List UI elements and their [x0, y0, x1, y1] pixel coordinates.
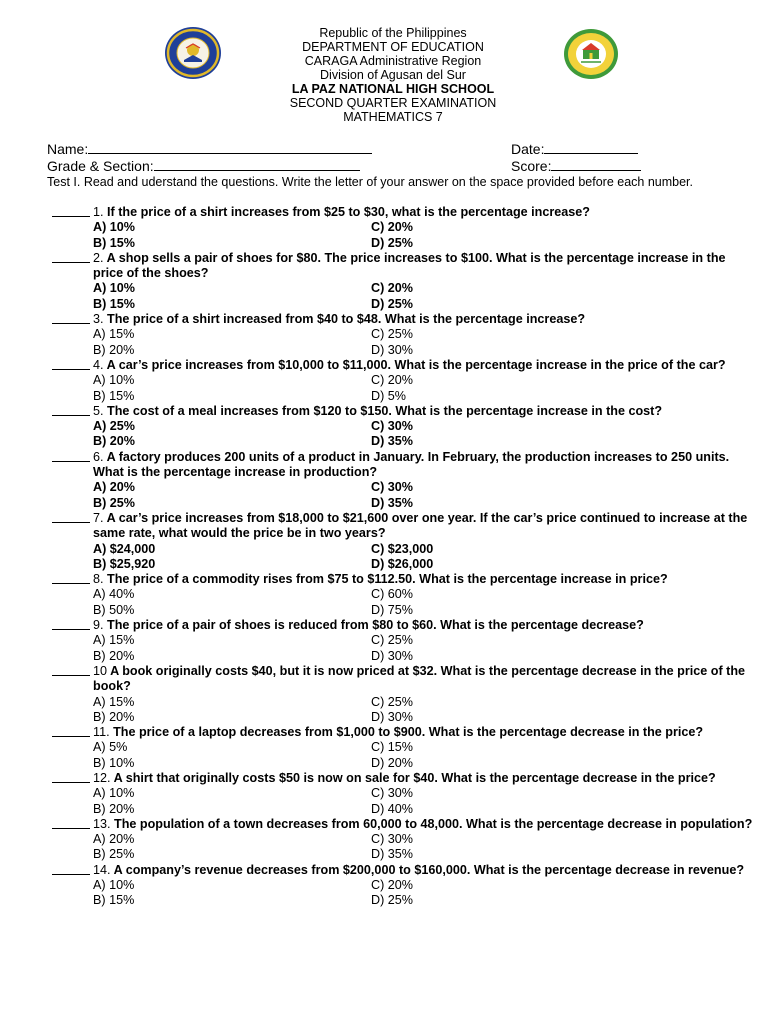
question-text: The price of a shirt increased from $40 to $48. What is the percentage increase?: [107, 312, 586, 327]
test-instructions: Test I. Read and uderstand the questions. Write the letter of your answer on the space provided before each number.: [47, 175, 693, 189]
answer-line[interactable]: [52, 572, 90, 584]
choice-a: A) 20%: [93, 480, 135, 495]
choice-a: A) 15%: [93, 633, 135, 648]
answer-line[interactable]: [52, 771, 90, 783]
question-item: [52, 817, 753, 863]
answer-line[interactable]: [52, 404, 90, 416]
choice-grid: [93, 695, 753, 726]
answer-blank[interactable]: [52, 358, 90, 374]
answer-line[interactable]: [52, 312, 90, 324]
choice-b: B) 20%: [93, 801, 135, 816]
question-stem: [93, 205, 753, 220]
header-department: DEPARTMENT OF EDUCATION: [302, 40, 484, 54]
choice-b: B) 10%: [93, 755, 135, 770]
header-region: CARAGA Administrative Region: [304, 54, 482, 68]
choice-grid: [93, 373, 753, 404]
question-number: 12.: [93, 770, 111, 785]
choice-c: C) 20%: [371, 878, 413, 893]
answer-line[interactable]: [52, 618, 90, 630]
question-list: [0, 205, 768, 909]
choice-d: D) 30%: [371, 709, 413, 724]
choice-c: C) 20%: [371, 373, 413, 388]
deped-seal-icon: [164, 26, 222, 80]
question-text: A factory produces 200 units of a product in January. In February, the production increases to 250 units. What is the percentage increase in production?: [93, 449, 730, 480]
choice-d: D) 30%: [371, 342, 413, 357]
answer-line[interactable]: [52, 664, 90, 676]
choice-c: C) 30%: [371, 786, 413, 801]
choice-c: C) 60%: [371, 587, 413, 602]
choice-grid: [93, 327, 753, 358]
choice-a: A) 15%: [93, 327, 135, 342]
choice-a: A) 15%: [93, 694, 135, 709]
choice-b: B) 20%: [93, 434, 135, 449]
question-item: [52, 312, 753, 358]
question-text: A shop sells a pair of shoes for $80. The price increases to $100. What is the percentage increase in the price of the shoes?: [93, 250, 726, 281]
choice-d: D) 25%: [371, 893, 413, 908]
choice-d: D) 20%: [371, 755, 413, 770]
question-text: The cost of a meal increases from $120 to $150. What is the percentage increase in the cost?: [107, 403, 663, 418]
answer-line[interactable]: [52, 725, 90, 737]
question-stem: [93, 725, 753, 740]
question-text: A car’s price increases from $18,000 to $21,600 over one year. If the car’s price continued to increase at the same rate, what would the price be in two years?: [93, 510, 748, 541]
choice-d: D) 35%: [371, 434, 413, 449]
question-number: 8.: [93, 572, 104, 587]
answer-line[interactable]: [52, 817, 90, 829]
header-subject: MATHEMATICS 7: [343, 110, 443, 124]
question-text: The price of a commodity rises from $75 to $112.50. What is the percentage increase in price?: [107, 572, 668, 587]
choice-c: C) $23,000: [371, 541, 434, 556]
question-item: [52, 771, 753, 817]
choice-d: D) $26,000: [371, 556, 434, 571]
answer-blank[interactable]: [52, 572, 90, 588]
answer-blank[interactable]: [52, 618, 90, 634]
choice-grid: [93, 740, 753, 771]
choice-a: A) 10%: [93, 220, 135, 235]
choice-a: A) 10%: [93, 786, 135, 801]
choice-b: B) 20%: [93, 709, 135, 724]
choice-grid: [93, 786, 753, 817]
choice-c: C) 20%: [371, 281, 413, 296]
question-text: If the price of a shirt increases from $25 to $30, what is the percentage increase?: [107, 205, 590, 219]
answer-blank[interactable]: [52, 511, 90, 527]
date-label: Date:: [511, 141, 545, 157]
question-number: 9.: [93, 618, 104, 633]
choice-d: D) 75%: [371, 602, 413, 617]
choice-a: A) 10%: [93, 373, 135, 388]
choice-a: A) 20%: [93, 832, 135, 847]
choice-c: C) 25%: [371, 633, 413, 648]
question-item: [52, 664, 753, 725]
choice-b: B) 50%: [93, 602, 135, 617]
header-school: LA PAZ NATIONAL HIGH SCHOOL: [291, 82, 495, 96]
question-item: [52, 251, 753, 312]
answer-blank[interactable]: [52, 450, 90, 466]
choice-c: C) 30%: [371, 419, 413, 434]
choice-a: A) 5%: [93, 740, 128, 755]
choice-grid: [93, 419, 753, 450]
choice-b: B) 20%: [93, 342, 135, 357]
choice-grid: [93, 542, 753, 573]
question-item: [52, 404, 753, 450]
choice-grid: [93, 587, 753, 618]
grade-section-label: Grade & Section:: [47, 158, 154, 174]
question-number: 7.: [93, 510, 104, 525]
answer-blank[interactable]: [52, 404, 90, 420]
question-number: 14.: [93, 862, 111, 877]
answer-line[interactable]: [52, 358, 90, 370]
question-number: 13.: [93, 816, 111, 831]
choice-b: B) 15%: [93, 296, 135, 311]
question-stem: [93, 450, 753, 481]
question-item: [52, 572, 753, 618]
question-number: 6.: [93, 449, 104, 464]
answer-line[interactable]: [52, 251, 90, 263]
answer-blank[interactable]: [52, 817, 90, 833]
choice-a: A) $24,000: [93, 541, 156, 556]
date-field[interactable]: [544, 141, 638, 154]
answer-line[interactable]: [52, 450, 90, 462]
choice-grid: [93, 480, 753, 511]
question-number: 11.: [93, 725, 110, 740]
header-division: Division of Agusan del Sur: [320, 68, 466, 82]
question-stem: [93, 404, 753, 419]
answer-line[interactable]: [52, 863, 90, 875]
question-number: 3.: [93, 312, 104, 327]
question-number: 5.: [93, 403, 104, 418]
name-date-row: [47, 141, 747, 157]
question-stem: [93, 312, 753, 327]
choice-b: B) 20%: [93, 648, 135, 663]
answer-blank[interactable]: [52, 725, 90, 741]
choice-a: A) 10%: [93, 281, 135, 296]
choice-b: B) 25%: [93, 495, 135, 510]
question-text: A shirt that originally costs $50 is now on sale for $40. What is the percentage decrease in the price?: [113, 770, 716, 785]
question-text: The price of a pair of shoes is reduced from $80 to $60. What is the percentage decrease?: [107, 618, 644, 633]
name-field[interactable]: [88, 141, 372, 154]
question-stem: [93, 664, 753, 695]
choice-c: C) 30%: [371, 832, 413, 847]
question-number: 10: [93, 663, 108, 678]
choice-grid: [93, 281, 753, 312]
choice-c: C) 25%: [371, 694, 413, 709]
school-seal-icon: [563, 28, 619, 80]
answer-line[interactable]: [52, 511, 90, 523]
answer-blank[interactable]: [52, 251, 90, 267]
question-text: A book originally costs $40, but it is now priced at $32. What is the percentage decrease in the price of the book?: [93, 663, 746, 694]
question-item: [52, 725, 753, 771]
question-stem: [93, 511, 753, 542]
question-stem: [93, 863, 753, 878]
answer-blank[interactable]: [52, 863, 90, 879]
question-number: 4.: [93, 357, 104, 372]
name-label: Name:: [47, 141, 89, 157]
choice-b: B) $25,920: [93, 556, 156, 571]
choice-d: D) 5%: [371, 388, 406, 403]
question-stem: [93, 771, 753, 786]
header-exam: SECOND QUARTER EXAMINATION: [289, 96, 497, 110]
choice-grid: [93, 220, 753, 251]
question-text: The price of a laptop decreases from $1,000 to $900. What is the percentage decrease in the price?: [113, 725, 704, 740]
question-number: 1.: [93, 205, 104, 219]
choice-d: D) 35%: [371, 495, 413, 510]
question-item: [52, 358, 753, 404]
question-text: A company’s revenue decreases from $200,000 to $160,000. What is the percentage decrease in revenue?: [113, 862, 745, 877]
answer-blank[interactable]: [52, 312, 90, 328]
choice-d: D) 25%: [371, 235, 413, 250]
answer-blank[interactable]: [52, 205, 90, 221]
choice-b: B) 15%: [93, 235, 135, 250]
score-label: Score:: [511, 158, 552, 174]
choice-c: C) 20%: [371, 220, 413, 235]
choice-c: C) 30%: [371, 480, 413, 495]
choice-b: B) 25%: [93, 847, 135, 862]
score-field[interactable]: [551, 158, 641, 171]
choice-c: C) 25%: [371, 327, 413, 342]
choice-d: D) 25%: [371, 296, 413, 311]
question-item: [52, 863, 753, 909]
choice-b: B) 15%: [93, 893, 135, 908]
choice-c: C) 15%: [371, 740, 413, 755]
question-text: The population of a town decreases from 60,000 to 48,000. What is the percentage decrease in population?: [114, 816, 753, 831]
choice-d: D) 40%: [371, 801, 413, 816]
question-number: 2.: [93, 250, 104, 265]
choice-b: B) 15%: [93, 388, 135, 403]
question-stem: [93, 358, 753, 373]
choice-a: A) 25%: [93, 419, 135, 434]
document-header: [222, 26, 564, 124]
question-item: [52, 511, 753, 572]
choice-grid: [93, 878, 753, 909]
grade-score-row: [47, 158, 747, 174]
answer-blank[interactable]: [52, 771, 90, 787]
choice-a: A) 40%: [93, 587, 135, 602]
grade-section-field[interactable]: [154, 158, 360, 171]
choice-a: A) 10%: [93, 878, 135, 893]
choice-d: D) 30%: [371, 648, 413, 663]
question-item: [52, 618, 753, 664]
question-item: [52, 205, 753, 251]
choice-grid: [93, 633, 753, 664]
answer-line[interactable]: [52, 205, 90, 217]
answer-blank[interactable]: [52, 664, 90, 680]
question-stem: [93, 817, 753, 832]
question-stem: [93, 618, 753, 633]
header-republic: Republic of the Philippines: [319, 26, 467, 40]
question-stem: [93, 251, 753, 282]
question-stem: [93, 572, 753, 587]
choice-grid: [93, 832, 753, 863]
choice-d: D) 35%: [371, 847, 413, 862]
question-text: A car’s price increases from $10,000 to $11,000. What is the percentage increase in the price of the car?: [106, 357, 726, 372]
question-item: [52, 450, 753, 511]
